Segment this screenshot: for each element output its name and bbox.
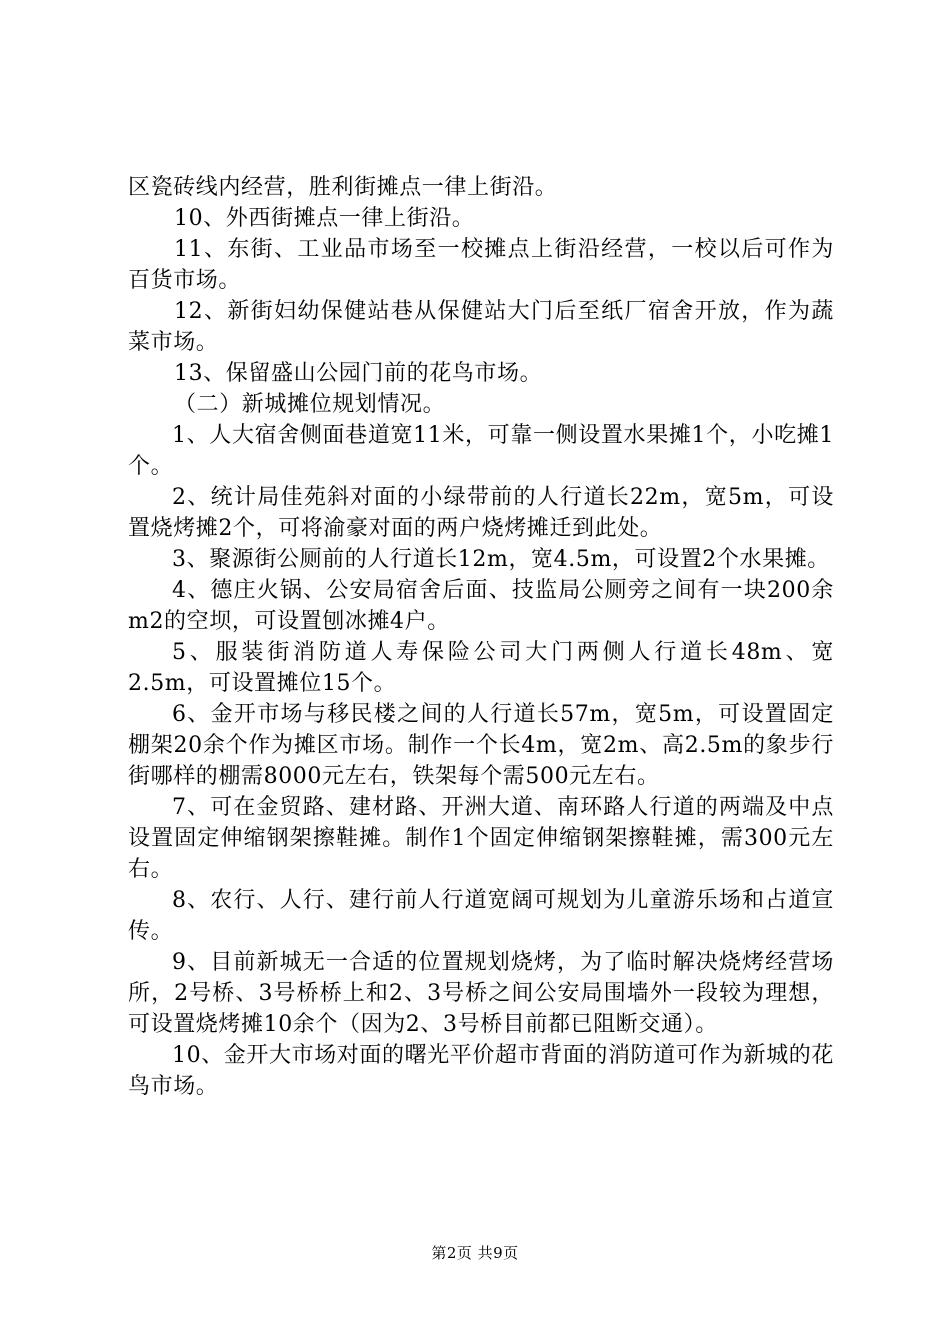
paragraph-item-5-new-city: 5、服装街消防道人寿保险公司大门两侧人行道长48m、宽2.5m，可设置摊位15个。	[128, 640, 834, 696]
document-body	[128, 172, 834, 1102]
paragraph-item-13-old-city: 13、保留盛山公园门前的花鸟市场。	[174, 361, 543, 386]
paragraph-item-3-new-city: 3、聚源街公厕前的人行道长12m，宽4.5m，可设置2个水果摊。	[172, 547, 830, 572]
paragraph-item-6-new-city: 6、金开市场与移民楼之间的人行道长57m，宽5m，可设置固定棚架20余个作为摊区市场。制作一个长4m，宽2m、高2.5m的象步行街哪样的棚需8000元左右，铁架每个需500元左右。	[128, 702, 834, 789]
section-heading-new-city: （二）新城摊位规划情况。	[174, 392, 446, 417]
page-footer	[0, 1243, 950, 1263]
page-number-label: 第2页 共9页	[431, 1244, 519, 1262]
paragraph-item-10-new-city: 10、金开大市场对面的曙光平价超市背面的消防道可作为新城的花鸟市场。	[128, 1043, 834, 1099]
paragraph-item-12-old-city: 12、新街妇幼保健站巷从保健站大门后至纸厂宿舍开放，作为蔬菜市场。	[128, 299, 834, 355]
paragraph-item-11-old-city: 11、东街、工业品市场至一校摊点上街沿经营，一校以后可作为百货市场。	[128, 237, 834, 293]
paragraph-continuation: 区瓷砖线内经营，胜利街摊点一律上街沿。	[128, 175, 558, 200]
paragraph-item-2-new-city: 2、统计局佳苑斜对面的小绿带前的人行道长22m，宽5m，可设置烧烤摊2个，可将渝豪对面的两户烧烤摊迁到此处。	[128, 485, 834, 541]
paragraph-item-1-new-city: 1、人大宿舍侧面巷道宽11米，可靠一侧设置水果摊1个，小吃摊1个。	[128, 423, 834, 479]
paragraph-item-9-new-city: 9、目前新城无一合适的位置规划烧烤，为了临时解决烧烤经营场所，2号桥、3号桥桥上和2、3号桥之间公安局围墙外一段较为理想，可设置烧烤摊10余个（因为2、3号桥目前都已阻断交通）。	[128, 950, 834, 1037]
paragraph-item-8-new-city: 8、农行、人行、建行前人行道宽阔可规划为儿童游乐场和占道宣传。	[128, 888, 834, 944]
paragraph-item-10-old-city: 10、外西街摊点一律上街沿。	[174, 206, 475, 231]
paragraph-item-7-new-city: 7、可在金贸路、建材路、开洲大道、南环路人行道的两端及中点设置固定伸缩钢架擦鞋摊。制作1个固定伸缩钢架擦鞋摊，需300元左右。	[128, 795, 834, 882]
paragraph-item-4-new-city: 4、德庄火锅、公安局宿舍后面、技监局公厕旁之间有一块200余m2的空坝，可设置刨冰摊4户。	[128, 578, 834, 634]
